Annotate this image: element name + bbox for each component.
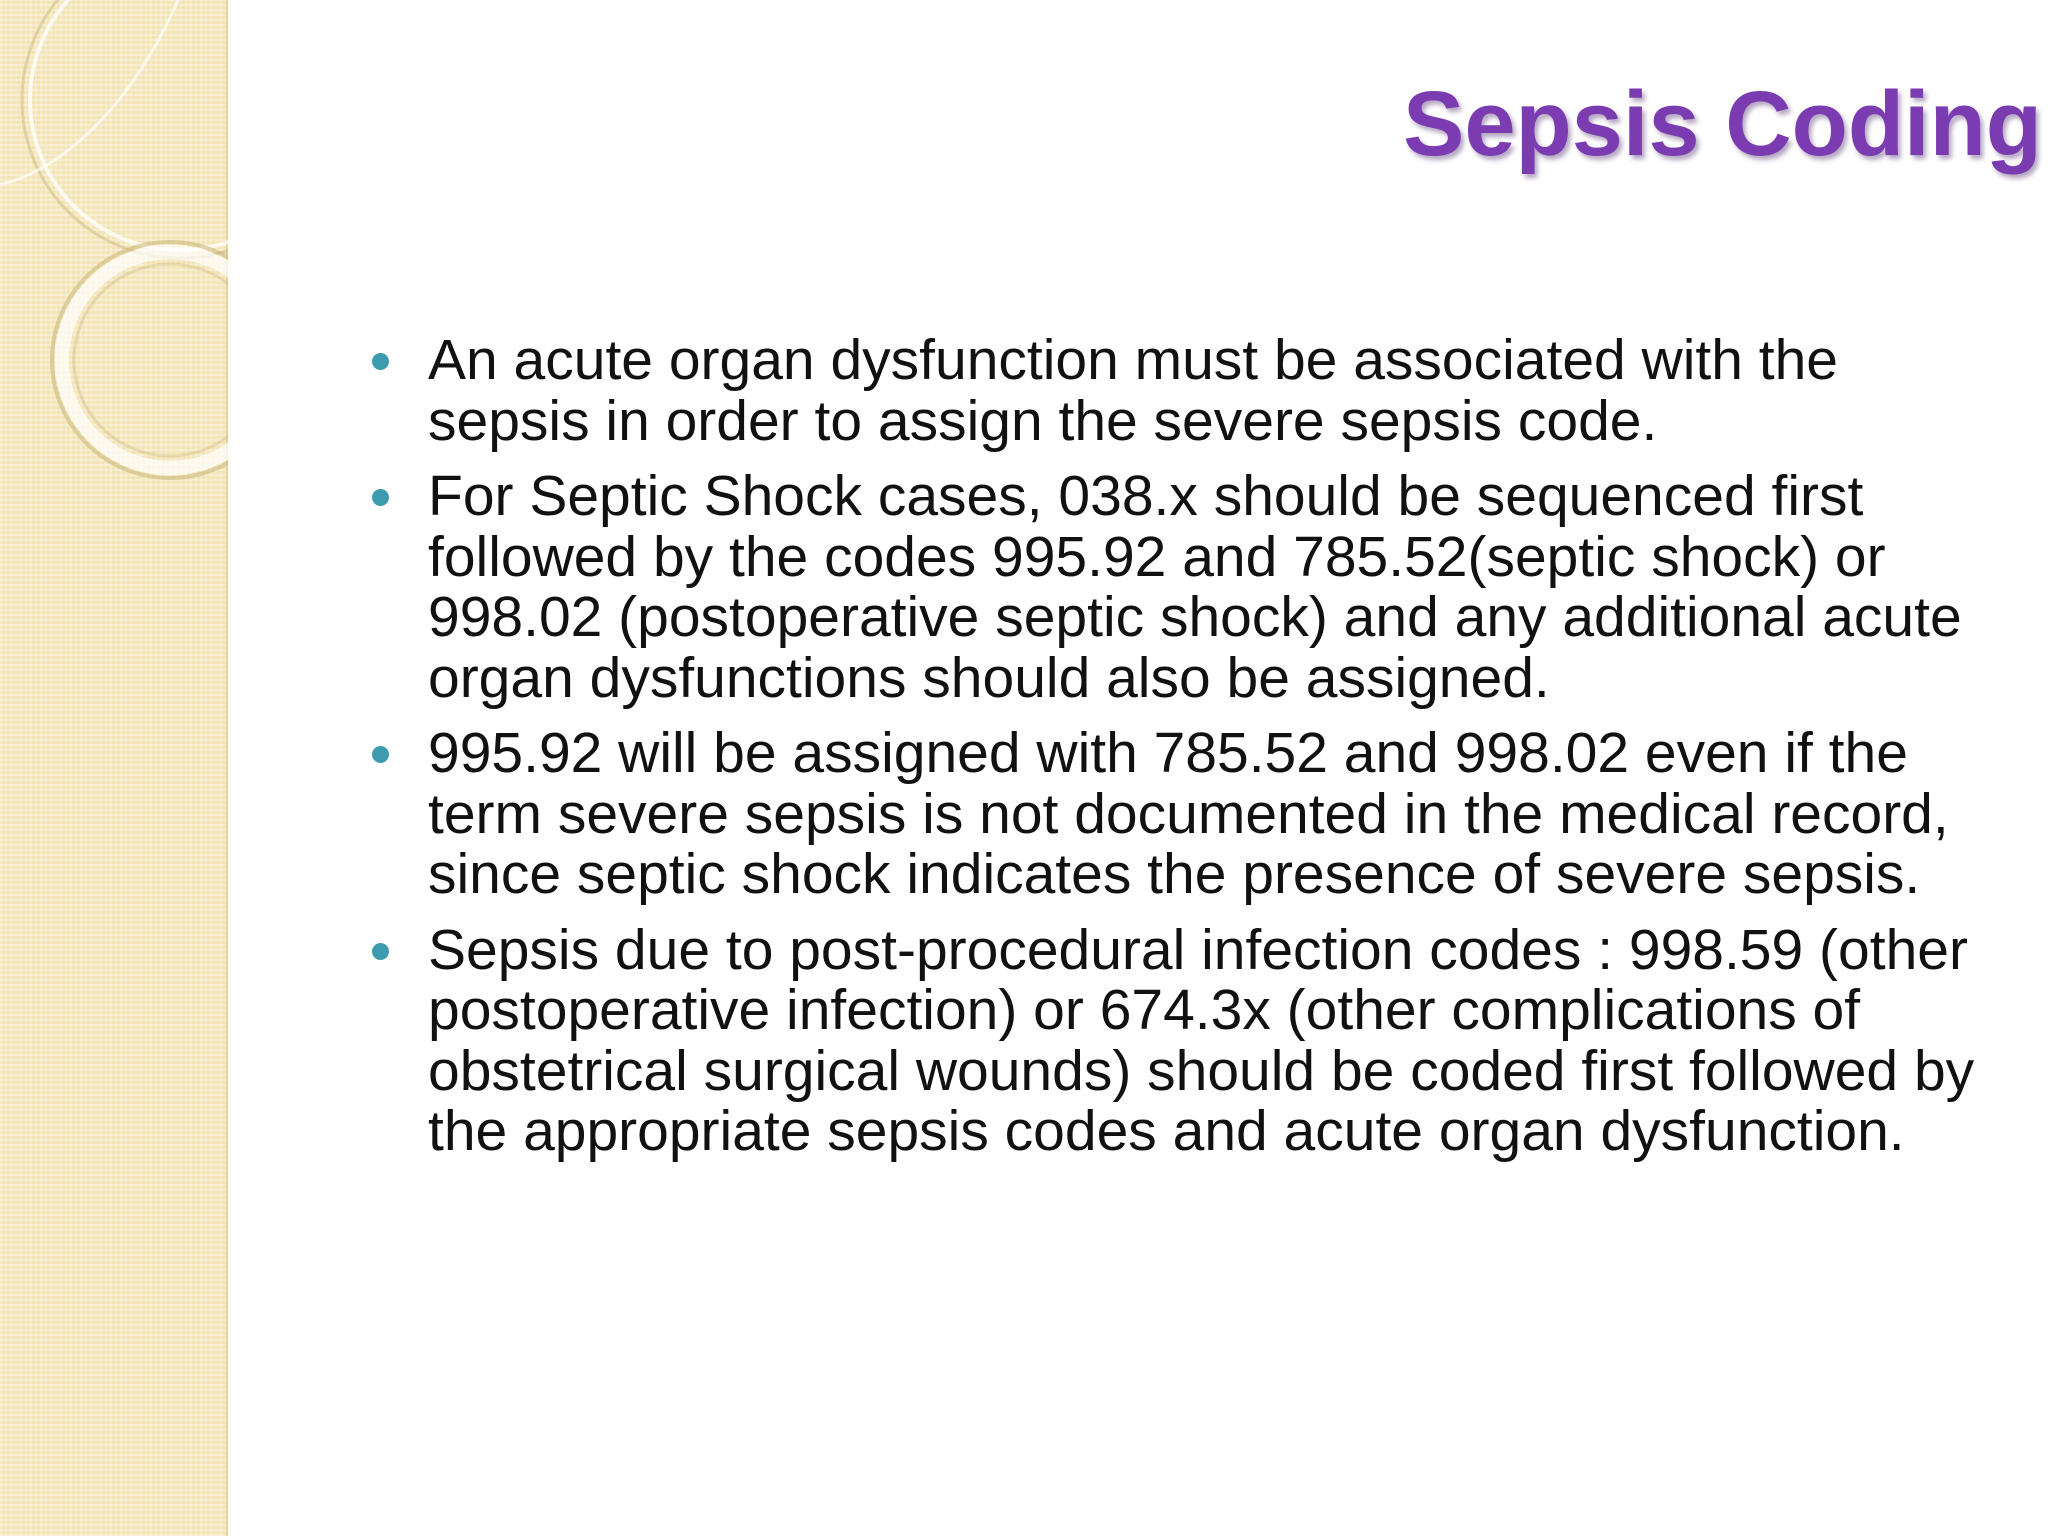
slide-title: Sepsis Coding [1403, 73, 2042, 175]
bullet-text: An acute organ dysfunction must be associated with the sepsis in order to assign the severe sepsis code. [428, 328, 1838, 453]
bullet-dot-icon [372, 943, 389, 960]
bullet-list [356, 330, 2006, 1177]
decorative-sidebar [0, 0, 228, 1536]
bullet-dot-icon [372, 489, 389, 506]
bullet-dot-icon [372, 746, 389, 763]
bullet-item [356, 917, 2006, 1163]
bullet-item [356, 723, 2006, 905]
bullet-text: For Septic Shock cases, 038.x should be sequenced first followed by the codes 995.92 and 785.52(septic shock) or 998.02 (postoperative septic shock) and any additional acute organ dysfunctions should also be assigned. [428, 464, 1962, 710]
bullet-item [356, 466, 2006, 708]
bullet-item [356, 330, 2006, 451]
bullet-text: Sepsis due to post-procedural infection codes : 998.59 (other postoperative infection) or 674.3x (other complications of obstetrical surgical wounds) should be coded first followed by the appropriate sepsis codes and acute organ dysfunction. [428, 917, 1975, 1163]
decorative-rings-graphic [0, 0, 228, 520]
bullet-text: 995.92 will be assigned with 785.52 and 998.02 even if the term severe sepsis is not documented in the medical record, since septic shock indicates the presence of severe sepsis. [428, 721, 1949, 906]
bullet-dot-icon [372, 353, 389, 370]
